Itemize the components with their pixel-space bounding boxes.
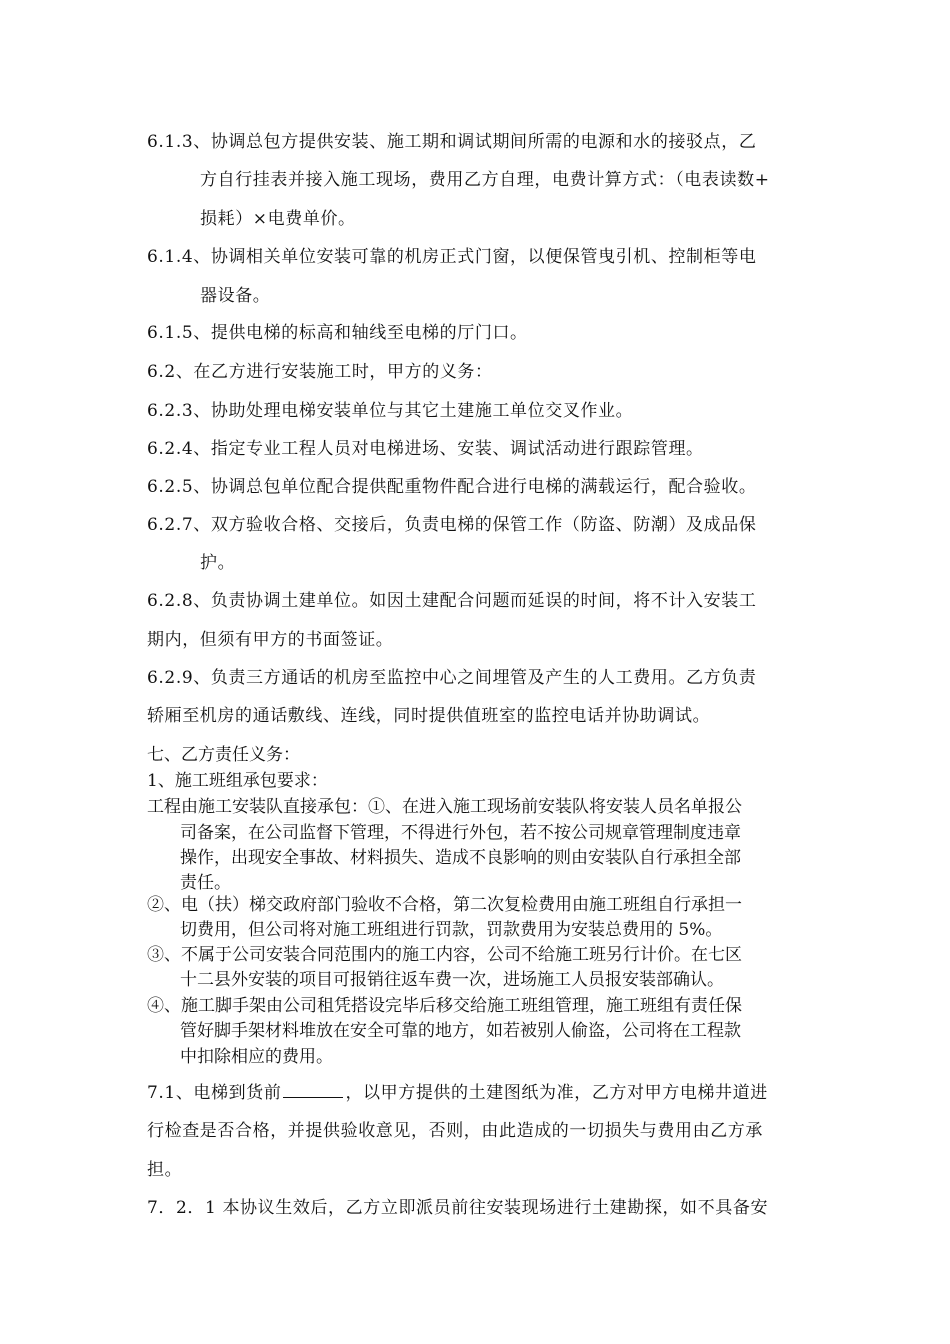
text-segment: ，以甲方提供的土建图纸为准，乙方对甲方电梯井道进	[345, 1083, 768, 1103]
text-line: 1、施工班组承包要求：	[147, 771, 328, 791]
text-line: 工程由施工安装队直接承包：①、在进入施工现场前安装队将安装人员名单报公	[147, 797, 742, 817]
fill-in-blank	[283, 1083, 343, 1098]
text-line: 责任。	[180, 873, 231, 893]
text-line: 期内，但须有甲方的书面签证。	[147, 630, 394, 650]
text-line: ③、不属于公司安装合同范围内的施工内容，公司不给施工班另行计价。在七区	[147, 945, 742, 965]
text-line: 方自行挂表并接入施工现场，费用乙方自理，电费计算方式：（电表读数+	[200, 170, 770, 190]
text-line: ②、电（扶）梯交政府部门验收不合格，第二次复检费用由施工班组自行承担一	[147, 895, 742, 915]
text-line: 护。	[200, 553, 236, 573]
text-line: 6.2.7、双方验收合格、交接后，负责电梯的保管工作（防盗、防潮）及成品保	[147, 515, 757, 535]
text-line: 司备案，在公司监督下管理，不得进行外包，若不按公司规章管理制度违章	[180, 823, 741, 843]
text-line: 6.2.9、负责三方通话的机房至监控中心之间埋管及产生的人工费用。乙方负责	[147, 668, 757, 688]
text-line: 十二县外安装的项目可报销往返车费一次，进场施工人员报安装部确认。	[180, 970, 724, 990]
text-line: 6.2.3、协助处理电梯安装单位与其它土建施工单位交叉作业。	[147, 401, 634, 421]
text-line	[147, 1078, 768, 1103]
text-line: 6.2、在乙方进行安装施工时，甲方的义务：	[147, 362, 493, 382]
text-line: 6.2.5、协调总包单位配合提供配重物件配合进行电梯的满载运行，配合验收。	[147, 477, 757, 497]
text-line: 担。	[147, 1160, 183, 1180]
section-heading: 七、乙方责任义务：	[147, 745, 300, 765]
text-line: 中扣除相应的费用。	[180, 1047, 333, 1067]
text-line: 6.2.4、指定专业工程人员对电梯进场、安装、调试活动进行跟踪管理。	[147, 439, 704, 459]
text-line: 器设备。	[200, 286, 271, 306]
text-line: 操作，出现安全事故、材料损失、造成不良影响的则由安装队自行承担全部	[180, 848, 741, 868]
text-line: 切费用，但公司将对施工班组进行罚款，罚款费用为安装总费用的 5%。	[180, 920, 723, 940]
text-segment: 7.1、电梯到货前	[147, 1083, 282, 1103]
text-line: 6.1.3、协调总包方提供安装、施工期和调试期间所需的电源和水的接驳点，乙	[147, 132, 757, 152]
text-line: 轿厢至机房的通话敷线、连线，同时提供值班室的监控电话并协助调试。	[147, 706, 711, 726]
text-line: 行检查是否合格，并提供验收意见，否则，由此造成的一切损失与费用由乙方承	[147, 1121, 763, 1141]
text-line: 6.2.8、负责协调土建单位。如因土建配合问题而延误的时间，将不计入安装工	[147, 591, 757, 611]
text-line: 6.1.4、协调相关单位安装可靠的机房正式门窗，以便保管曳引机、控制柜等电	[147, 247, 757, 267]
text-line: ④、施工脚手架由公司租凭搭设完毕后移交给施工班组管理，施工班组有责任保	[147, 996, 742, 1016]
text-line: 管好脚手架材料堆放在安全可靠的地方，如若被别人偷盗，公司将在工程款	[180, 1021, 741, 1041]
text-line: 7．2．1 本协议生效后，乙方立即派员前往安装现场进行土建勘探，如不具备安	[147, 1198, 769, 1218]
text-line: 6.1.5、提供电梯的标高和轴线至电梯的厅门口。	[147, 323, 528, 343]
text-line: 损耗）×电费单价。	[200, 209, 356, 229]
